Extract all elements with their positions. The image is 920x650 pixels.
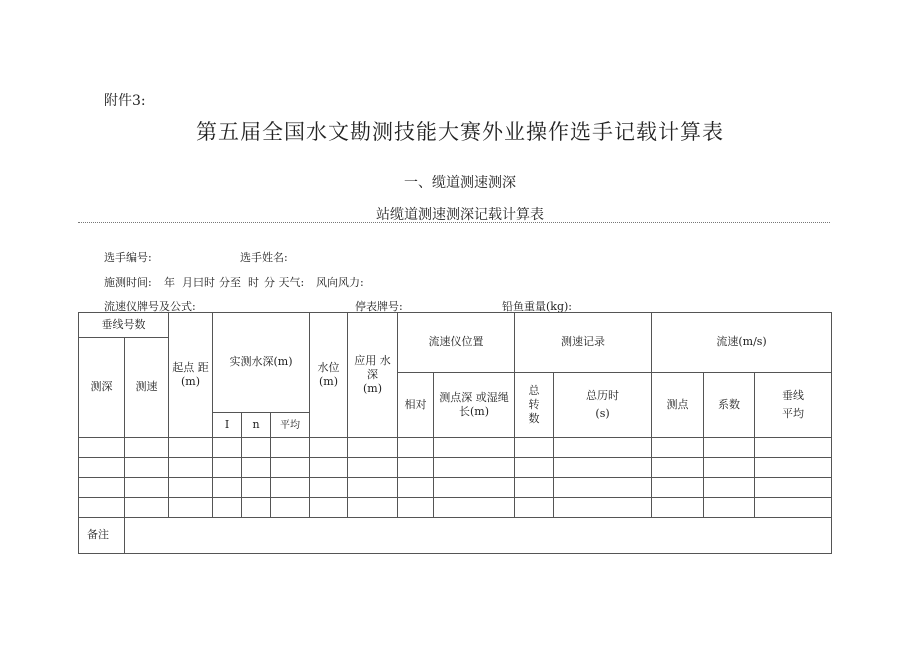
applied-depth-header <box>348 313 398 438</box>
table-cell[interactable] <box>271 438 310 458</box>
table-cell[interactable] <box>554 478 652 498</box>
table-cell[interactable] <box>242 478 271 498</box>
relative-header: 相对 <box>398 373 434 438</box>
table-title: 站缆道测速测深记载计算表 <box>376 207 544 223</box>
table-cell[interactable] <box>398 498 434 518</box>
total-rev-label-2: 转 <box>528 397 540 411</box>
sounding-header: 测深 <box>79 338 125 438</box>
table-cell[interactable] <box>213 478 242 498</box>
table-cell[interactable] <box>704 438 755 458</box>
table-cell[interactable] <box>554 438 652 458</box>
table-cell[interactable] <box>398 478 434 498</box>
table-cell[interactable] <box>434 498 515 518</box>
table-cell[interactable] <box>213 438 242 458</box>
total-rev-label-3: 数 <box>528 412 540 426</box>
table-cell[interactable] <box>310 498 348 518</box>
record-table <box>78 312 832 554</box>
table-cell[interactable] <box>310 438 348 458</box>
measured-depth-header: 实测水深(m) <box>213 313 310 413</box>
header-row-1 <box>79 313 832 338</box>
start-distance-header <box>169 313 213 438</box>
table-cell[interactable] <box>554 458 652 478</box>
total-revolutions-header <box>515 373 554 438</box>
table-cell[interactable] <box>704 458 755 478</box>
table-cell[interactable] <box>310 458 348 478</box>
table-cell[interactable] <box>169 438 213 458</box>
table-cell[interactable] <box>515 458 554 478</box>
minute-weather-label: 分 天气: <box>264 276 305 289</box>
table-cell[interactable] <box>271 458 310 478</box>
table-cell[interactable] <box>348 478 398 498</box>
table-cell[interactable] <box>652 458 704 478</box>
point-depth-label-2: 长(m) <box>459 405 490 418</box>
table-cell[interactable] <box>755 458 832 478</box>
month-day-hour-label: 月曰时 <box>182 276 215 289</box>
vertical-avg-label-1: 垂线 <box>782 388 805 402</box>
remarks-label: 备注 <box>79 518 125 554</box>
table-cell[interactable] <box>125 498 169 518</box>
table-cell[interactable] <box>79 458 125 478</box>
total-time-header <box>554 373 652 438</box>
measure-time-label: 施测时间: <box>104 276 152 289</box>
table-cell[interactable] <box>434 438 515 458</box>
water-level-label: 水位 <box>317 360 340 374</box>
table-cell[interactable] <box>515 478 554 498</box>
remarks-row <box>79 518 832 554</box>
table-cell[interactable] <box>125 458 169 478</box>
table-cell[interactable] <box>169 458 213 478</box>
table-cell[interactable] <box>242 458 271 478</box>
contestant-no-label: 选手编号: <box>104 251 152 264</box>
table-cell[interactable] <box>755 438 832 458</box>
meter-position-header: 流速仪位置 <box>398 313 515 373</box>
table-cell[interactable] <box>652 478 704 498</box>
total-time-label: 总历时 <box>586 388 620 402</box>
vertical-avg-label-2: 平均 <box>782 407 805 420</box>
stopwatch-no-label: 停表牌号: <box>355 300 403 313</box>
depth-average-header: 平均 <box>271 413 310 438</box>
table-cell[interactable] <box>169 478 213 498</box>
start-distance-label: 起点 距 <box>172 360 209 374</box>
water-level-header <box>310 313 348 438</box>
velocity-record-header: 测速记录 <box>515 313 652 373</box>
vertical-average-header <box>755 373 832 438</box>
table-cell[interactable] <box>271 478 310 498</box>
point-velocity-header: 测点 <box>652 373 704 438</box>
table-cell[interactable] <box>704 498 755 518</box>
section-heading: 一、缆道测速测深 <box>404 175 516 191</box>
velocity-header: 测速 <box>125 338 169 438</box>
table-cell[interactable] <box>434 458 515 478</box>
start-distance-unit: (m) <box>180 375 200 388</box>
table-cell[interactable] <box>125 478 169 498</box>
table-cell[interactable] <box>79 438 125 458</box>
point-depth-label-1: 测点深 或湿绳 <box>439 390 509 404</box>
table-cell[interactable] <box>271 498 310 518</box>
title-divider <box>78 222 830 223</box>
meter-formula-label: 流速仪牌号及公式: <box>104 300 196 313</box>
minute-to-label: 分至 <box>219 276 241 289</box>
depth-first-header: I <box>213 413 242 438</box>
table-row <box>79 498 832 518</box>
table-cell[interactable] <box>169 498 213 518</box>
velocity-ms-header: 流速(m/s) <box>652 313 832 373</box>
table-row <box>79 458 832 478</box>
table-cell[interactable] <box>704 478 755 498</box>
table-cell[interactable] <box>242 498 271 518</box>
table-cell[interactable] <box>515 498 554 518</box>
table-cell[interactable] <box>755 478 832 498</box>
table-cell[interactable] <box>348 438 398 458</box>
applied-depth-label-2: 深 <box>367 367 379 381</box>
table-cell[interactable] <box>652 498 704 518</box>
total-time-unit: (s) <box>595 407 610 420</box>
attachment-label: 附件3: <box>104 93 146 109</box>
table-cell[interactable] <box>755 498 832 518</box>
year-label: 年 <box>164 276 175 289</box>
applied-depth-label-1: 应用 水 <box>354 353 391 367</box>
table-cell[interactable] <box>348 498 398 518</box>
table-cell[interactable] <box>398 438 434 458</box>
table-cell[interactable] <box>398 458 434 478</box>
page-title: 第五届全国水文勘测技能大赛外业操作选手记载计算表 <box>196 120 724 144</box>
table-row <box>79 478 832 498</box>
contestant-name-label: 选手姓名: <box>240 251 288 264</box>
table-cell[interactable] <box>213 458 242 478</box>
point-depth-header <box>434 373 515 438</box>
table-cell[interactable] <box>125 438 169 458</box>
table-cell[interactable] <box>79 478 125 498</box>
vertical-no-header: 垂线号数 <box>79 313 169 338</box>
table-cell[interactable] <box>434 478 515 498</box>
coefficient-header: 系数 <box>704 373 755 438</box>
wind-label: 风向风力: <box>316 276 364 289</box>
depth-second-header: n <box>242 413 271 438</box>
table-row <box>79 438 832 458</box>
total-rev-label-1: 总 <box>528 383 540 397</box>
table-cell[interactable] <box>310 478 348 498</box>
table-cell[interactable] <box>515 438 554 458</box>
table-cell[interactable] <box>652 438 704 458</box>
sinker-weight-label: 铅鱼重量(kg): <box>502 300 572 313</box>
applied-depth-unit: (m) <box>363 382 383 396</box>
table-cell[interactable] <box>242 438 271 458</box>
table-cell[interactable] <box>79 498 125 518</box>
table-cell[interactable] <box>554 498 652 518</box>
hour-label: 时 <box>248 276 259 289</box>
table-cell[interactable] <box>213 498 242 518</box>
water-level-unit: (m) <box>319 375 339 388</box>
table-cell[interactable] <box>348 458 398 478</box>
remarks-input[interactable] <box>125 518 832 554</box>
